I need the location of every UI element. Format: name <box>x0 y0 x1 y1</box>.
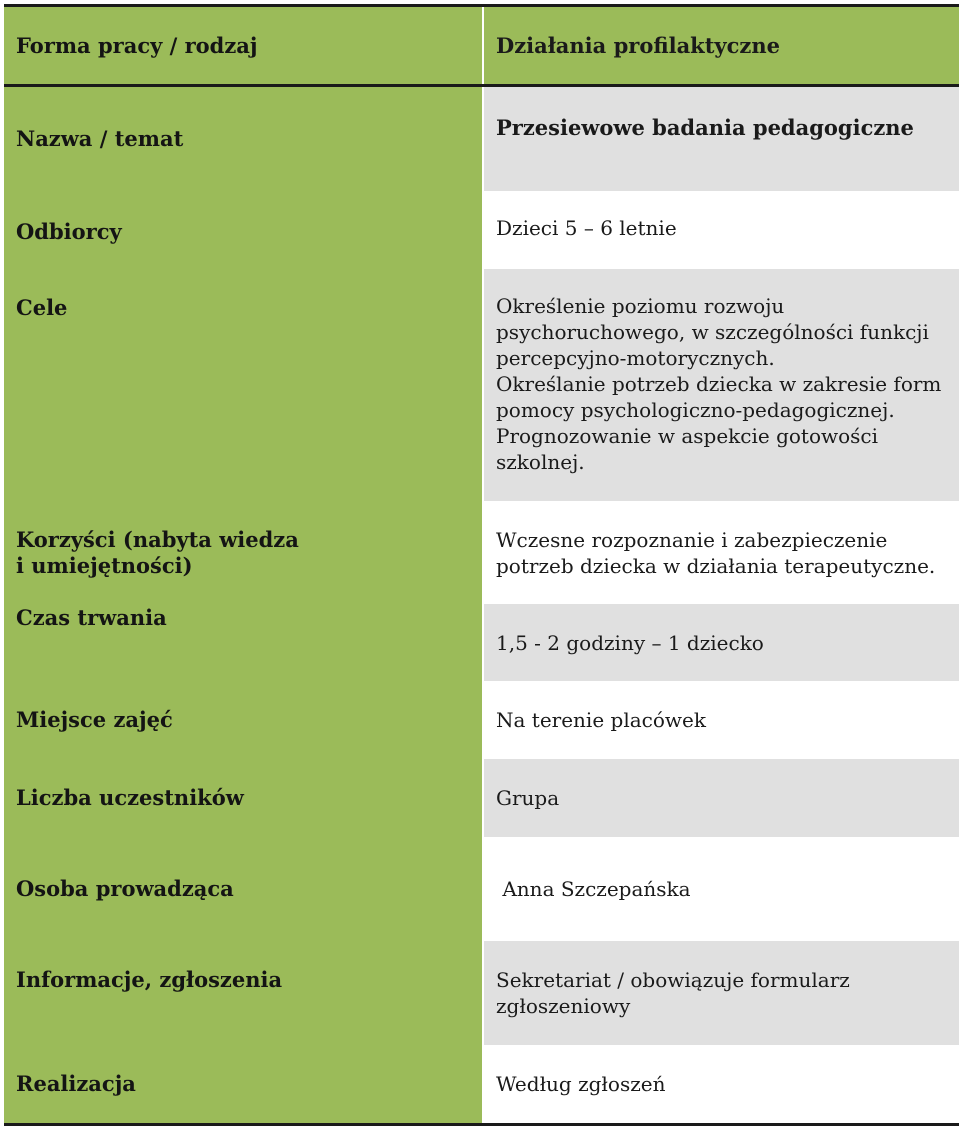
header-right-text: Działania profilaktyczne <box>496 32 780 58</box>
table-row-osoba <box>4 837 959 941</box>
table-row-odbiorcy <box>4 191 959 269</box>
row-value-cell <box>482 837 959 941</box>
row-label-realizacja: Realizacja <box>16 1071 136 1096</box>
row-value-cell <box>484 501 959 604</box>
row-label-nazwa: Nazwa / temat <box>16 126 184 151</box>
row-label-cell <box>4 1045 482 1123</box>
row-label-czas: Czas trwania <box>16 605 167 630</box>
informacje-line: zgłoszeniowy <box>496 994 631 1018</box>
row-label-korzysci: i umiejętności) <box>16 553 193 578</box>
table-header-row <box>4 7 959 87</box>
row-value-cell <box>482 759 959 837</box>
table-row-realizacja <box>4 1045 959 1123</box>
table-row-cele <box>4 269 959 501</box>
header-label-cell <box>4 7 482 84</box>
table-row-korzysci-czas <box>4 501 959 681</box>
row-label-cell <box>4 501 482 681</box>
row-label-cell <box>4 759 482 837</box>
header-left-text: Forma pracy / rodzaj <box>16 32 258 58</box>
korzysci-line: Wczesne rozpoznanie i zabezpieczenie <box>496 528 888 552</box>
header-value-cell <box>482 7 959 84</box>
row-value-miejsce: Na terenie placówek <box>496 708 706 732</box>
row-value-realizacja: Według zgłoszeń <box>496 1072 666 1096</box>
split-value-column <box>482 501 959 681</box>
row-label-cell <box>4 941 482 1045</box>
row-label-cele: Cele <box>16 295 68 320</box>
cele-line: Określanie potrzeb dziecka w zakresie form <box>496 372 942 396</box>
cele-line: percepcyjno-motorycznych. <box>496 346 775 370</box>
row-label-cell <box>4 191 482 269</box>
table-row-nazwa <box>4 87 959 191</box>
cele-line: Prognozowanie w aspekcie gotowości <box>496 424 879 448</box>
program-table <box>4 4 959 1126</box>
row-label-osoba: Osoba prowadząca <box>16 876 234 901</box>
cele-line: Określenie poziomu rozwoju <box>496 294 785 318</box>
row-value-liczba: Grupa <box>496 786 560 810</box>
row-value-czas: 1,5 - 2 godziny – 1 dziecko <box>496 630 764 655</box>
row-label-cell <box>4 681 482 759</box>
row-value-cell <box>484 604 959 681</box>
row-value-cell <box>482 87 959 191</box>
row-value-osoba: Anna Szczepańska <box>496 877 691 901</box>
row-label-cell <box>4 837 482 941</box>
row-value-cell <box>482 269 959 501</box>
row-value-cell <box>482 191 959 269</box>
row-value-nazwa: Przesiewowe badania pedagogiczne <box>496 115 914 140</box>
row-value-cell <box>482 941 959 1045</box>
table-row-informacje <box>4 941 959 1045</box>
row-label-cell <box>4 269 482 501</box>
row-label-informacje: Informacje, zgłoszenia <box>16 967 283 992</box>
cele-line: szkolnej. <box>496 450 585 474</box>
row-value-odbiorcy: Dzieci 5 – 6 letnie <box>496 216 677 240</box>
row-value-cell <box>482 681 959 759</box>
row-label-miejsce: Miejsce zajęć <box>16 707 173 732</box>
row-label-liczba: Liczba uczestników <box>16 785 244 810</box>
table-row-miejsce <box>4 681 959 759</box>
row-label-cell <box>4 87 482 191</box>
row-label-korzysci: Korzyści (nabyta wiedza <box>16 527 299 552</box>
informacje-line: Sekretariat / obowiązuje formularz <box>496 968 850 992</box>
korzysci-line: potrzeb dziecka w działania terapeutyczne. <box>496 554 936 578</box>
cele-line: pomocy psychologiczno-pedagogicznej. <box>496 398 895 422</box>
table-row-liczba <box>4 759 959 837</box>
cele-line: psychoruchowego, w szczególności funkcji <box>496 320 929 344</box>
row-label-odbiorcy: Odbiorcy <box>16 219 122 244</box>
row-value-cell <box>482 1045 959 1123</box>
